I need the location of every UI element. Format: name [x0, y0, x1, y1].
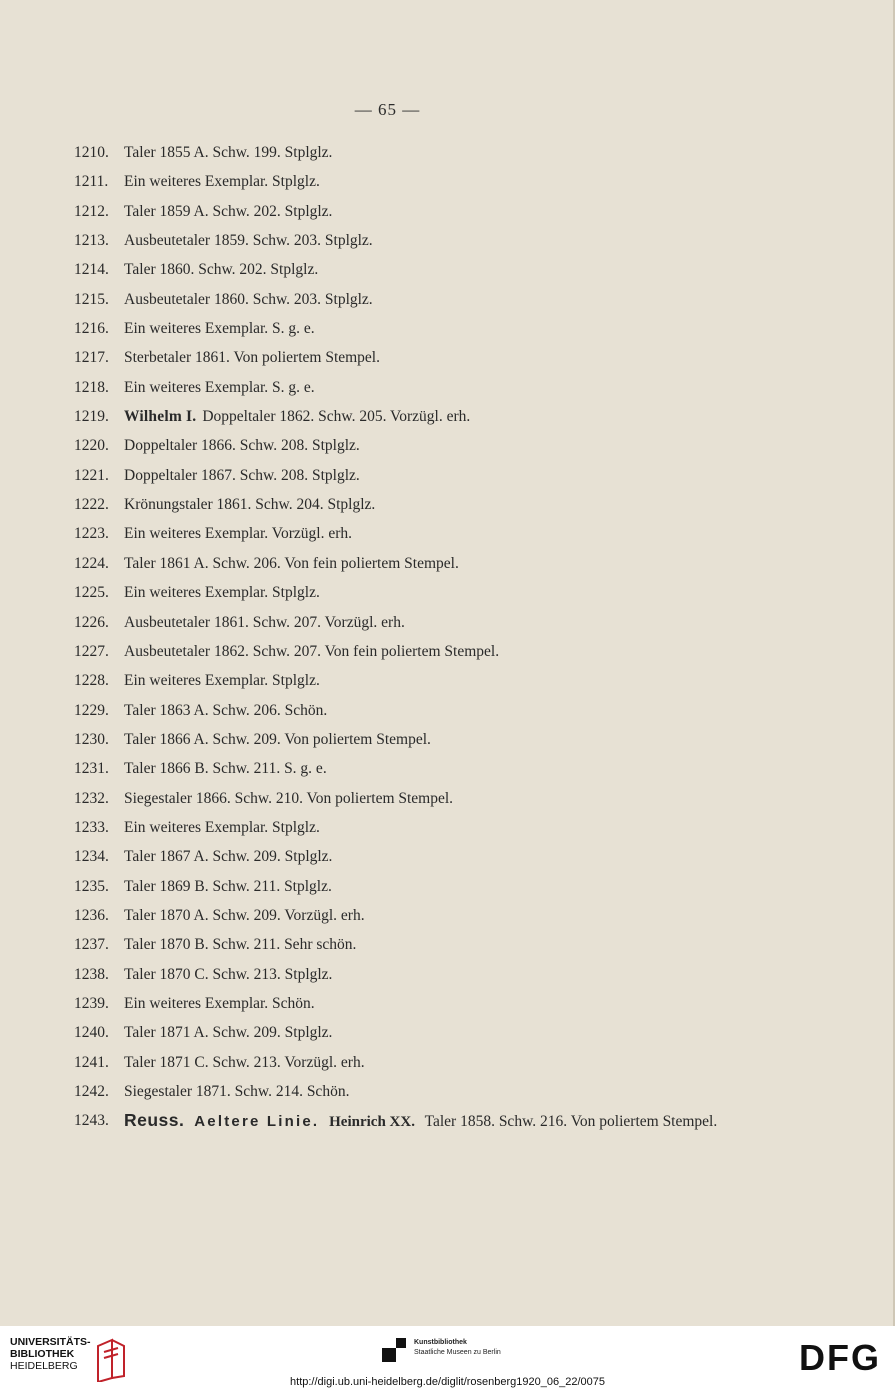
entry-description: Taler 1859 A. Schw. 202. Stplglz. — [124, 202, 333, 220]
catalog-entry — [66, 729, 756, 758]
entry-number: 1220. — [74, 437, 109, 455]
entry-description: Doppeltaler 1867. Schw. 208. Stplglz. — [124, 466, 360, 484]
entry-number: 1230. — [74, 730, 109, 748]
entry-number: 1234. — [74, 848, 109, 866]
entry-number: 1235. — [74, 877, 109, 895]
entry-number: 1221. — [74, 466, 109, 484]
entry-description: Taler 1870 C. Schw. 213. Stplglz. — [124, 965, 333, 983]
kunstbibliothek-mark-icon — [380, 1336, 408, 1364]
entry-description: Ein weiteres Exemplar. S. g. e. — [124, 320, 315, 338]
entry-description: Ein weiteres Exemplar. S. g. e. — [124, 378, 315, 396]
catalog-entry — [66, 553, 756, 582]
entry-number: 1243. — [74, 1112, 109, 1130]
entry-description: Ausbeutetaler 1862. Schw. 207. Von fein poliertem Stempel. — [124, 642, 500, 660]
entry-number: 1216. — [74, 320, 109, 338]
entry-description: Taler 1855 A. Schw. 199. Stplglz. — [124, 144, 333, 161]
entry-description: Krönungstaler 1861. Schw. 204. Stplglz. — [124, 496, 376, 514]
entry-number: 1222. — [74, 496, 109, 514]
entry-description: Siegestaler 1871. Schw. 214. Schön. — [124, 1083, 350, 1100]
permalink-url[interactable]: http://digi.ub.uni-heidelberg.de/diglit/rosenberg1920_06_22/0075 — [290, 1376, 605, 1388]
entry-description: Ein weiteres Exemplar. Stplglz. — [124, 818, 320, 836]
dfg-logo[interactable]: DFG — [799, 1337, 881, 1378]
catalog-entry — [66, 347, 756, 376]
footer — [0, 1326, 895, 1390]
uni-logo-line-2: BIBLIOTHEK — [10, 1348, 75, 1360]
catalog-entry — [66, 846, 756, 875]
entry-description: Doppeltaler 1866. Schw. 208. Stplglz. — [124, 437, 360, 455]
catalog-entry — [66, 993, 756, 1022]
entry-description: Doppeltaler 1862. Schw. 205. Vorzügl. erh. — [202, 408, 471, 426]
kb-line-1: Kunstbibliothek — [414, 1339, 467, 1346]
entry-number: 1228. — [74, 672, 109, 690]
catalog-entry — [66, 641, 756, 670]
uni-logo-line-3: HEIDELBERG — [10, 1360, 78, 1372]
entry-number: 1224. — [74, 554, 109, 572]
catalog-entry — [66, 201, 756, 230]
catalog-entry — [66, 259, 756, 288]
entry-description: Taler 1863 A. Schw. 206. Schön. — [124, 701, 328, 719]
kunstbibliothek-logo[interactable] — [380, 1336, 580, 1366]
page-number: — 65 — — [354, 100, 421, 119]
entry-description: Taler 1867 A. Schw. 209. Stplglz. — [124, 848, 333, 866]
entry-description: Ausbeutetaler 1859. Schw. 203. Stplglz. — [124, 232, 373, 250]
entry-description: Sterbetaler 1861. Von poliertem Stempel. — [124, 349, 380, 367]
catalog-entry — [66, 318, 756, 347]
entry-number: 1223. — [74, 525, 109, 543]
entry-description: Siegestaler 1866. Schw. 210. Von poliertem Stempel. — [124, 789, 454, 807]
entry-number: 1232. — [74, 789, 109, 807]
kb-line-2: Staatliche Museen zu Berlin — [414, 1349, 501, 1356]
entry-description: Taler 1866 B. Schw. 211. S. g. e. — [124, 760, 327, 778]
catalog-entry — [66, 1081, 756, 1110]
house-heading: Reuss. — [124, 1110, 185, 1131]
entry-description: Ausbeutetaler 1861. Schw. 207. Vorzügl. erh. — [124, 613, 405, 631]
ruler-heading: Wilhelm I. — [124, 408, 197, 426]
catalog-entry — [66, 964, 756, 993]
catalog-entry — [66, 494, 756, 523]
catalog-entry — [66, 758, 756, 787]
entry-number: 1212. — [74, 202, 109, 220]
catalog-entry — [66, 1022, 756, 1051]
entry-number: 1236. — [74, 906, 109, 924]
catalog-entry — [66, 876, 756, 905]
entry-number: 1237. — [74, 936, 109, 954]
entry-description: Taler 1869 B. Schw. 211. Stplglz. — [124, 877, 332, 895]
entry-description: Taler 1861 A. Schw. 206. Von fein poliertem Stempel. — [124, 554, 459, 572]
entry-number: 1217. — [74, 349, 109, 367]
catalog-entry — [66, 230, 756, 259]
entry-number: 1215. — [74, 290, 109, 308]
catalog-entries — [66, 142, 756, 1131]
entry-description: Taler 1870 A. Schw. 209. Vorzügl. erh. — [124, 906, 365, 924]
catalog-entry — [66, 700, 756, 729]
catalog-entry — [66, 142, 756, 171]
entry-description: Taler 1858. Schw. 216. Von poliertem Stempel. — [424, 1113, 718, 1131]
entry-number: 1240. — [74, 1024, 109, 1042]
entry-number: 1211. — [74, 173, 109, 191]
catalog-entry — [66, 465, 756, 494]
entry-description: Ausbeutetaler 1860. Schw. 203. Stplglz. — [124, 290, 373, 308]
entry-number: 1227. — [74, 642, 109, 660]
entry-number: 1218. — [74, 378, 109, 396]
catalog-entry — [66, 1052, 756, 1081]
catalog-entry — [66, 171, 756, 200]
catalog-entry — [66, 523, 756, 552]
entry-number: 1213. — [74, 232, 109, 250]
entry-number: 1210. — [74, 144, 109, 161]
ruler-heading: Heinrich XX. — [329, 1114, 415, 1131]
catalog-entry — [66, 289, 756, 318]
entry-number: 1241. — [74, 1053, 109, 1071]
catalog-entry — [66, 905, 756, 934]
entry-description: Ein weiteres Exemplar. Schön. — [124, 994, 315, 1012]
entry-number: 1242. — [74, 1083, 109, 1100]
catalog-entry — [66, 612, 756, 641]
catalog-entry — [66, 406, 756, 435]
uni-logo-line-1: UNIVERSITÄTS- — [10, 1336, 91, 1348]
entry-description: Taler 1871 A. Schw. 209. Stplglz. — [124, 1024, 333, 1042]
entry-description: Ein weiteres Exemplar. Stplglz. — [124, 584, 320, 602]
entry-description: Taler 1870 B. Schw. 211. Sehr schön. — [124, 936, 357, 954]
catalog-entry — [66, 670, 756, 699]
entry-description: Ein weiteres Exemplar. Vorzügl. erh. — [124, 525, 352, 543]
catalog-entry — [66, 817, 756, 846]
entry-description: Ein weiteres Exemplar. Stplglz. — [124, 672, 320, 690]
catalog-entry — [66, 377, 756, 406]
entry-description: Ein weiteres Exemplar. Stplglz. — [124, 173, 320, 191]
entry-number: 1226. — [74, 613, 109, 631]
catalog-entry — [66, 934, 756, 963]
entry-number: 1214. — [74, 261, 109, 279]
entry-number: 1225. — [74, 584, 109, 602]
entry-number: 1233. — [74, 818, 109, 836]
entry-number: 1239. — [74, 994, 109, 1012]
entry-number: 1238. — [74, 965, 109, 983]
entry-description: Taler 1871 C. Schw. 213. Vorzügl. erh. — [124, 1053, 365, 1071]
line-heading: Aeltere Linie. — [194, 1113, 320, 1131]
entry-number: 1231. — [74, 760, 109, 778]
catalog-entry — [66, 435, 756, 464]
entry-number: 1229. — [74, 701, 109, 719]
entry-description: Taler 1866 A. Schw. 209. Von poliertem Stempel. — [124, 730, 431, 748]
entry-description: Taler 1860. Schw. 202. Stplglz. — [124, 261, 319, 279]
catalog-entry — [66, 788, 756, 817]
catalog-entry — [66, 582, 756, 611]
entry-number: 1219. — [74, 408, 109, 426]
